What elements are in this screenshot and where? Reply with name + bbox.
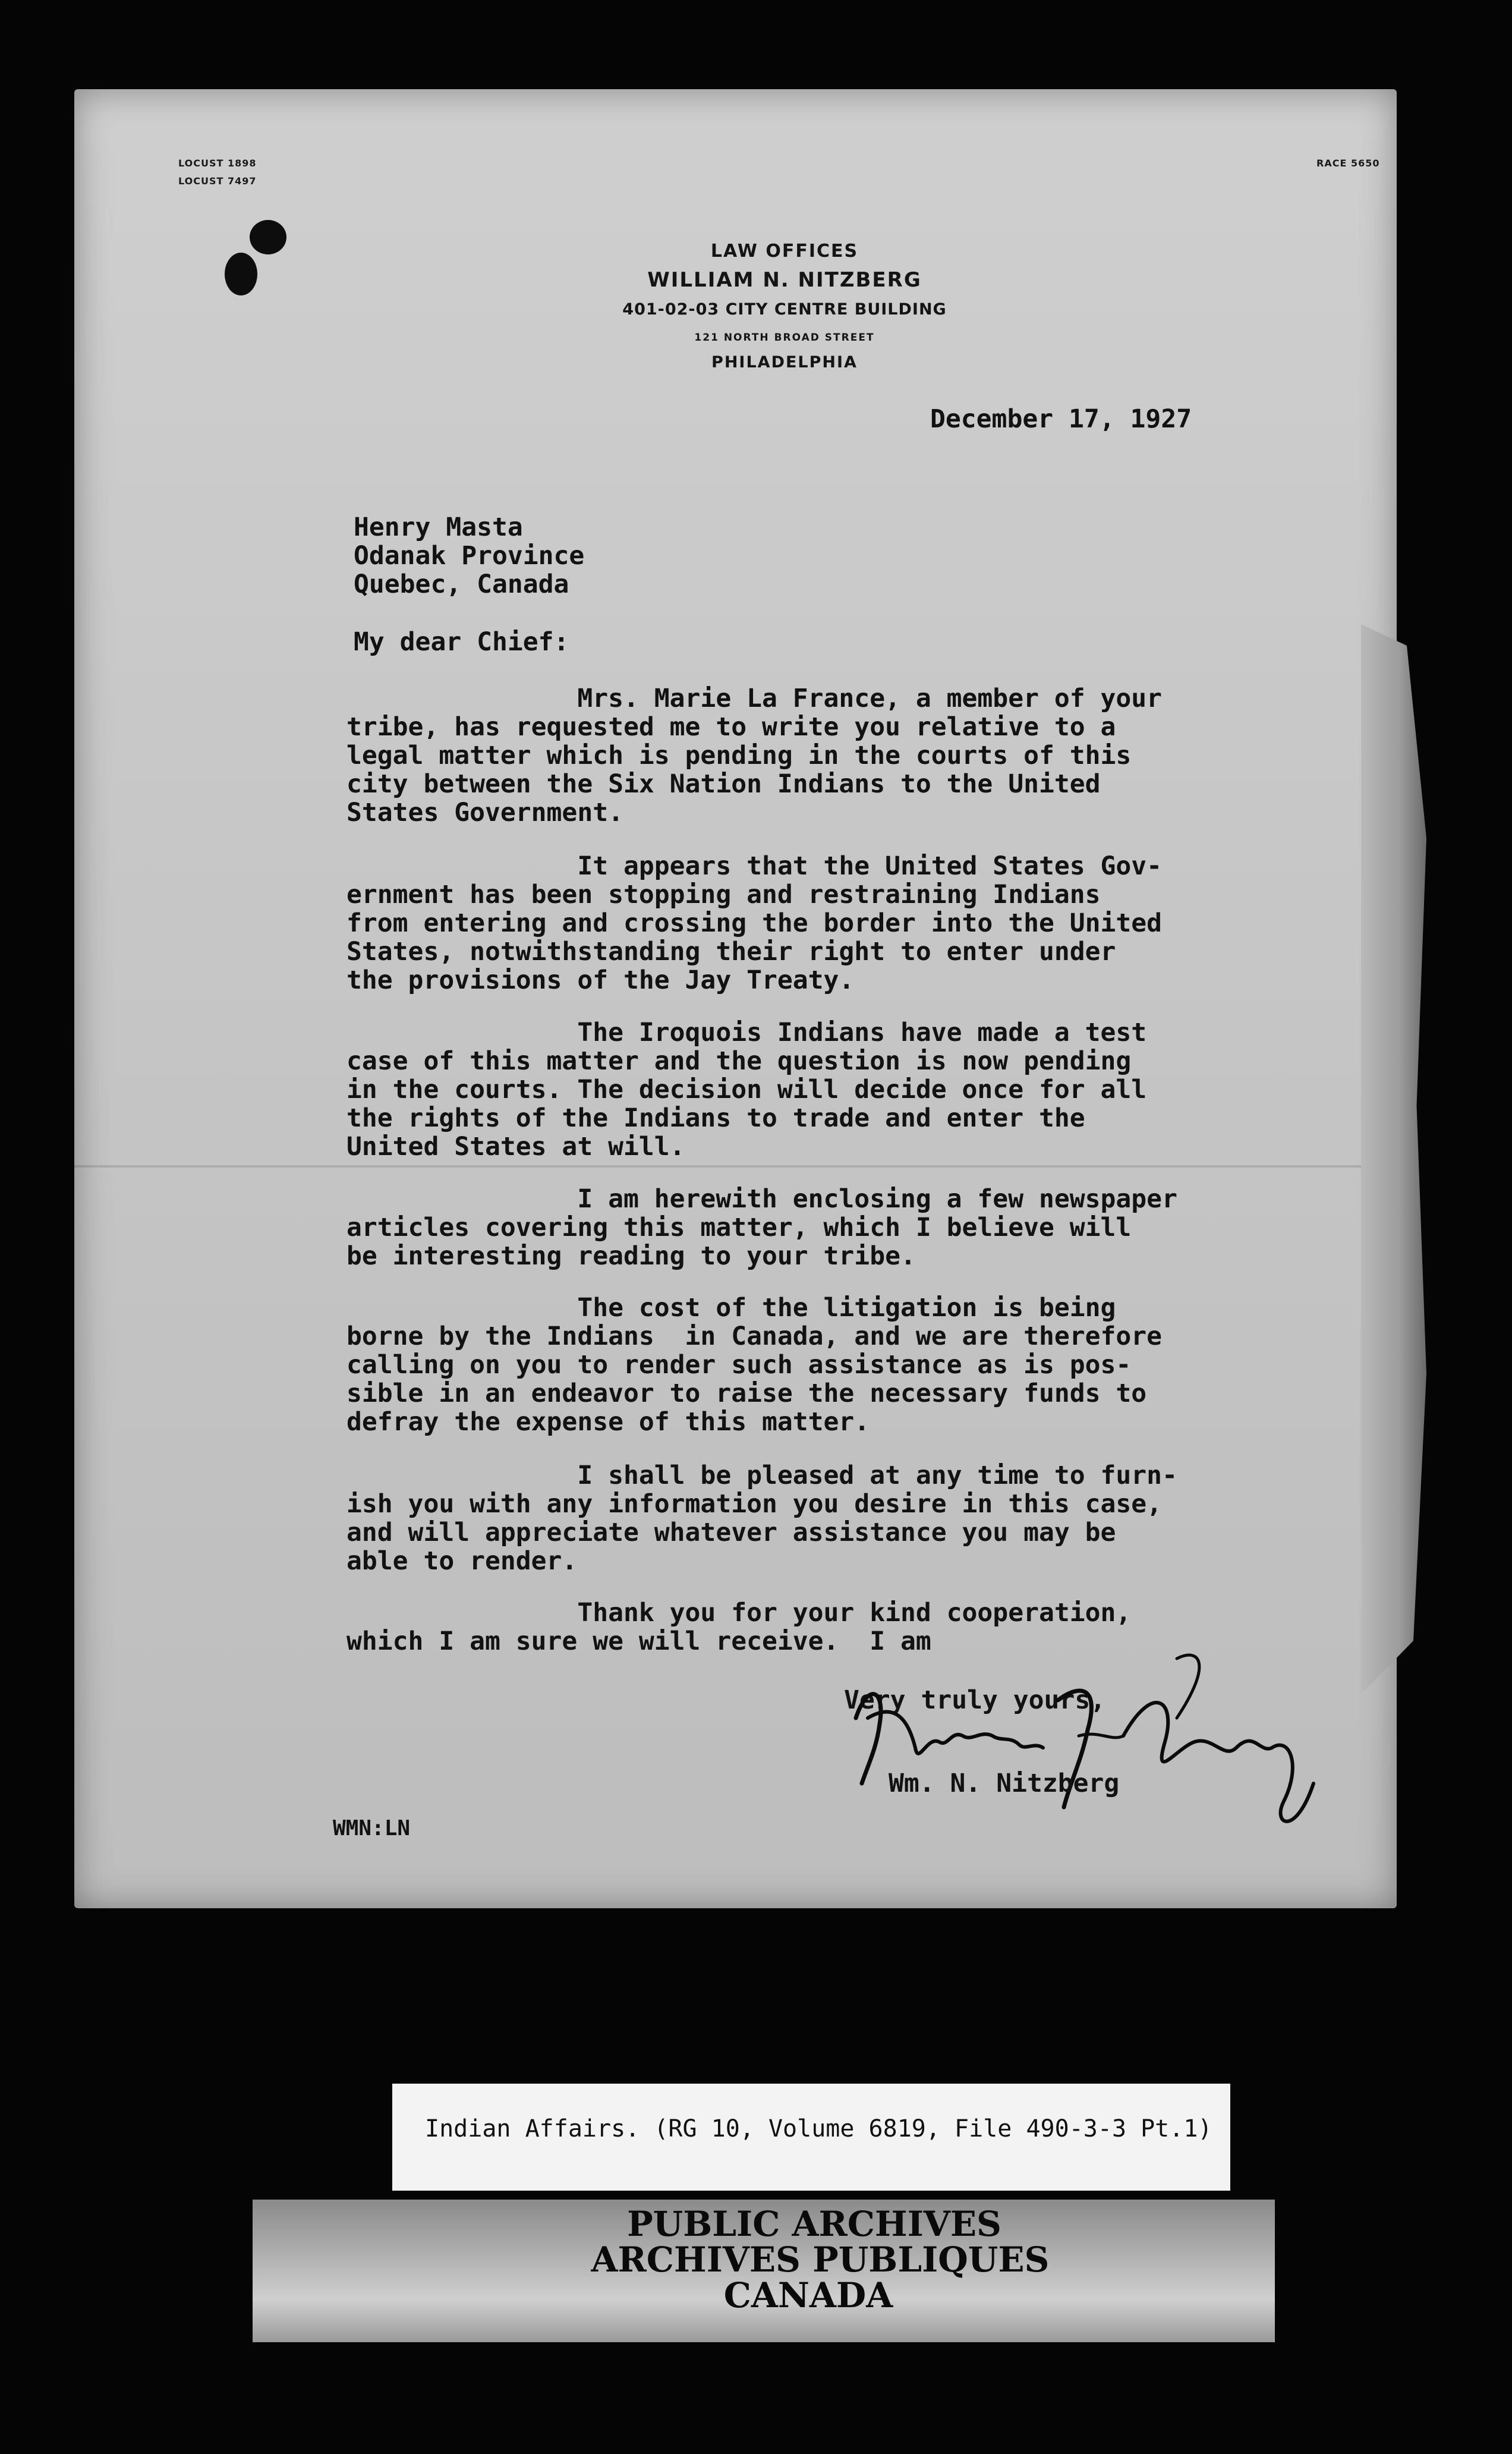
body-line: ish you with any information you desire in this case, (346, 1489, 1163, 1519)
closing: Very truly yours, (844, 1685, 1106, 1715)
body-line: tribe, has requested me to write you relative to a (346, 712, 1116, 742)
body-line: the rights of the Indians to trade and enter the (346, 1103, 1085, 1133)
letter-date: December 17, 1927 (930, 404, 1192, 434)
signer-name: Wm. N. Nitzberg (889, 1769, 1120, 1798)
phone-race: RACE 5650 (1316, 158, 1380, 169)
archive-stamp-line-3: CANADA (723, 2275, 893, 2315)
recipient-province: Odanak Province (354, 541, 585, 571)
body-line: and will appreciate whatever assistance you may be (346, 1518, 1116, 1547)
body-line: able to render. (346, 1546, 578, 1576)
letterhead-building: 401-02-03 CITY CENTRE BUILDING (622, 300, 947, 319)
body-line: borne by the Indians in Canada, and we are therefore (346, 1322, 1163, 1351)
body-line: which I am sure we will receive. I am (346, 1626, 931, 1656)
body-line: in the courts. The decision will decide once for all (346, 1075, 1147, 1105)
page-fold-line (74, 1165, 1397, 1168)
body-line: calling on you to render such assistance as is pos- (346, 1350, 1132, 1380)
letterhead-street: 121 NORTH BROAD STREET (694, 332, 875, 344)
punch-hole (250, 220, 286, 254)
body-line: defray the expense of this matter. (346, 1407, 870, 1437)
phone-locust-1: LOCUST 1898 (178, 158, 257, 169)
body-line: States Government. (346, 798, 623, 828)
body-line: States, notwithstanding their right to enter under (346, 937, 1116, 967)
body-line: United States at will. (346, 1132, 685, 1162)
body-line: I am herewith enclosing a few newspaper (346, 1184, 1177, 1214)
letterhead-law-offices: LAW OFFICES (710, 241, 859, 262)
phone-locust-2: LOCUST 7497 (178, 175, 257, 187)
punch-hole (225, 253, 257, 295)
body-line: legal matter which is pending in the courts of this (346, 741, 1132, 770)
recipient-city: Quebec, Canada (354, 570, 569, 599)
archive-stamp-line-2: ARCHIVES PUBLIQUES (591, 2239, 1050, 2280)
body-line: city between the Six Nation Indians to the United (346, 769, 1101, 799)
body-line: It appears that the United States Gov- (346, 851, 1163, 881)
body-line: the provisions of the Jay Treaty. (346, 965, 855, 995)
body-line: be interesting reading to your tribe. (346, 1241, 916, 1271)
body-line: The cost of the litigation is being (346, 1293, 1116, 1323)
archive-stamp-line-1: PUBLIC ARCHIVES (627, 2204, 1001, 2244)
body-line: Thank you for your kind cooperation, (346, 1598, 1132, 1628)
salutation: My dear Chief: (354, 627, 569, 657)
body-line: sible in an endeavor to raise the necessary funds to (346, 1379, 1147, 1408)
torn-right-edge (1361, 624, 1426, 1694)
letterhead (523, 238, 1046, 375)
letterhead-city: PHILADELPHIA (711, 353, 858, 372)
body-line: articles covering this matter, which I believe will (346, 1213, 1132, 1242)
body-line: ernment has been stopping and restraining Indians (346, 880, 1101, 910)
body-line: case of this matter and the question is now pending (346, 1046, 1132, 1076)
body-line: The Iroquois Indians have made a test (346, 1018, 1147, 1047)
body-line: Mrs. Marie La France, a member of your (346, 684, 1163, 713)
letterhead-name: WILLIAM N. NITZBERG (647, 268, 922, 292)
body-line: I shall be pleased at any time to furn- (346, 1461, 1177, 1490)
body-line: from entering and crossing the border into the United (346, 908, 1163, 938)
recipient-name: Henry Masta (354, 512, 523, 542)
typist-initials: WMN:LN (333, 1816, 411, 1840)
archive-reference: Indian Affairs. (RG 10, Volume 6819, File 490-3-3 Pt.1) (425, 2115, 1212, 2142)
